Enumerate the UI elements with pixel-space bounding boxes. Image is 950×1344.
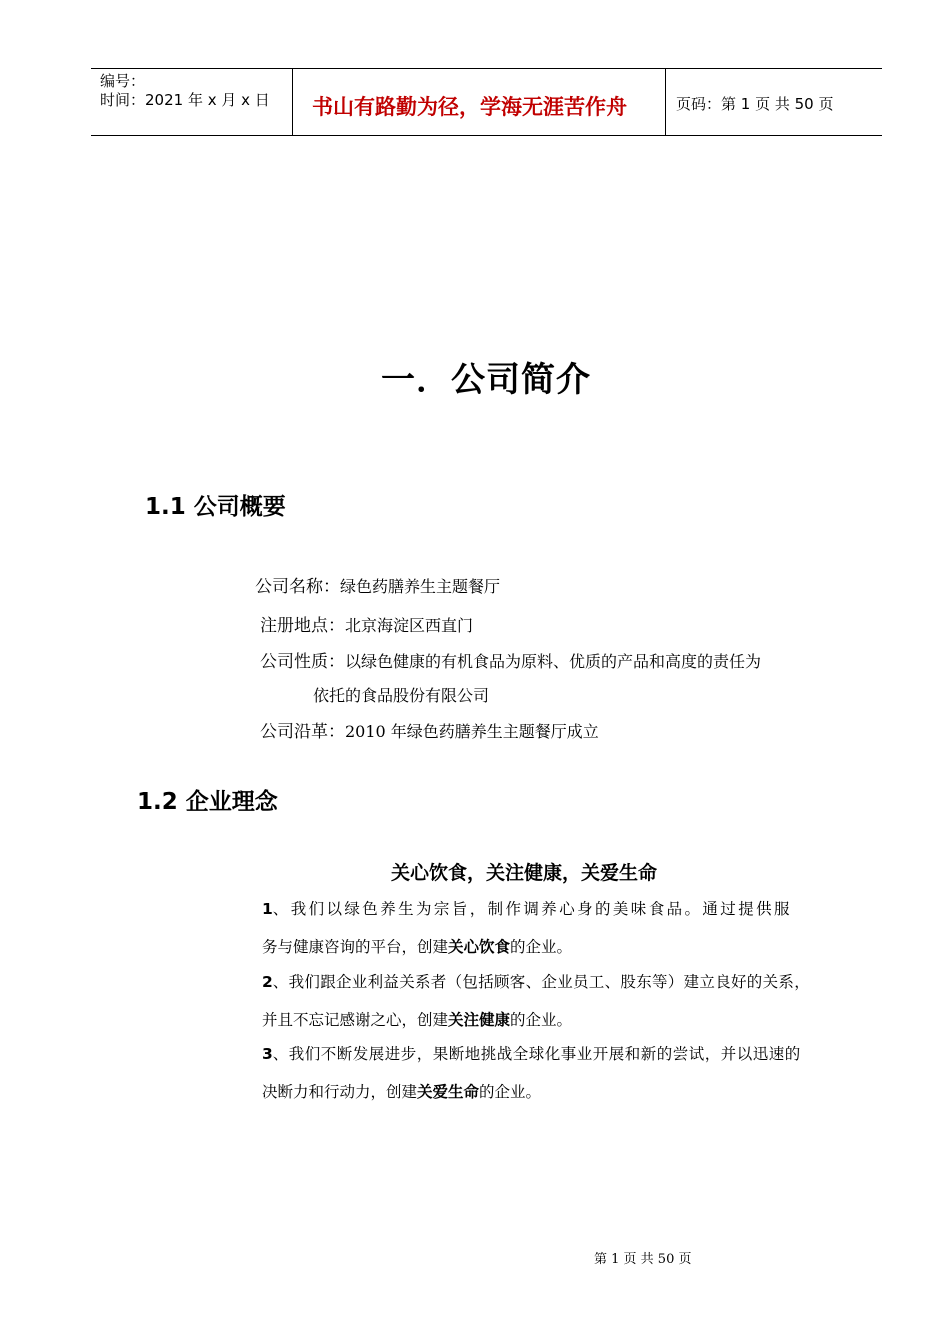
header-time-label: 时间：2021 年 x 月 x 日 — [100, 91, 270, 109]
header-page-label: 页码：第 1 页 共 50 页 — [676, 95, 834, 113]
overview-heading: 1.1 公司概要 — [145, 494, 286, 520]
item-2-keyword: 关注健康 — [448, 1011, 511, 1029]
nature-value-line2: 依托的食品股份有限公司 — [313, 686, 490, 705]
philosophy-item-3-line2 — [262, 1080, 541, 1102]
header-divider-left — [292, 69, 293, 136]
philosophy-slogan: 关心饮食，关注健康，关爱生命 — [391, 862, 658, 884]
philosophy-item-2-line1 — [262, 970, 810, 992]
item-3-line2-pre: 决断力和行动力，创建 — [262, 1083, 418, 1101]
item-1-text: 、我们以绿色养生为宗旨，制作调养心身的美味食品。通过提供服 — [272, 900, 792, 918]
philosophy-heading: 1.2 企业理念 — [137, 789, 278, 815]
header-number-label: 编号： — [100, 72, 146, 90]
header-bottom-border — [91, 135, 882, 136]
nature-label: 公司性质： — [260, 652, 345, 672]
nature-value-line1: 以绿色健康的有机食品为原料、优质的产品和高度的责任为 — [345, 652, 762, 671]
company-name-value: 绿色药膳养生主题餐厅 — [340, 577, 501, 596]
location-value: 北京海淀区西直门 — [345, 616, 474, 635]
item-2-number: 2 — [262, 973, 273, 991]
item-1-line2-pre: 务与健康咨询的平台，创建 — [262, 938, 449, 956]
item-3-line2-post: 的企业。 — [479, 1083, 542, 1101]
item-1-number: 1 — [262, 900, 273, 918]
history-row — [260, 717, 599, 742]
company-name-label: 公司名称： — [255, 577, 340, 597]
page-footer: 第 1 页 共 50 页 — [594, 1252, 692, 1267]
location-row — [260, 611, 473, 636]
philosophy-item-1-line1 — [262, 897, 792, 919]
item-2-line2-pre: 并且不忘记感谢之心，创建 — [262, 1011, 449, 1029]
item-3-text: 、我们不断发展进步，果断地挑战全球化事业开展和新的尝试，并以迅速的 — [272, 1045, 801, 1063]
philosophy-item-2-line2 — [262, 1008, 572, 1030]
item-3-keyword: 关爱生命 — [417, 1083, 480, 1101]
history-label: 公司沿革： — [260, 722, 345, 742]
location-label: 注册地点： — [260, 616, 345, 636]
philosophy-item-3-line1 — [262, 1042, 801, 1064]
item-2-line2-post: 的企业。 — [510, 1011, 573, 1029]
header-divider-right — [665, 69, 666, 136]
header-top-border — [91, 68, 882, 69]
item-3-number: 3 — [262, 1045, 273, 1063]
company-name-row — [255, 572, 500, 597]
history-value: 2010 年绿色药膳养生主题餐厅成立 — [345, 722, 599, 741]
item-2-text: 、我们跟企业利益关系者（包括顾客、企业员工、股东等）建立良好的关系， — [272, 973, 810, 991]
philosophy-item-1-line2 — [262, 935, 572, 957]
section-title: 一．公司简介 — [381, 360, 591, 400]
header-motto: 书山有路勤为径，学海无涯苦作舟 — [312, 95, 627, 119]
item-1-line2-post: 的企业。 — [510, 938, 573, 956]
nature-row — [260, 647, 761, 672]
item-1-keyword: 关心饮食 — [448, 938, 511, 956]
